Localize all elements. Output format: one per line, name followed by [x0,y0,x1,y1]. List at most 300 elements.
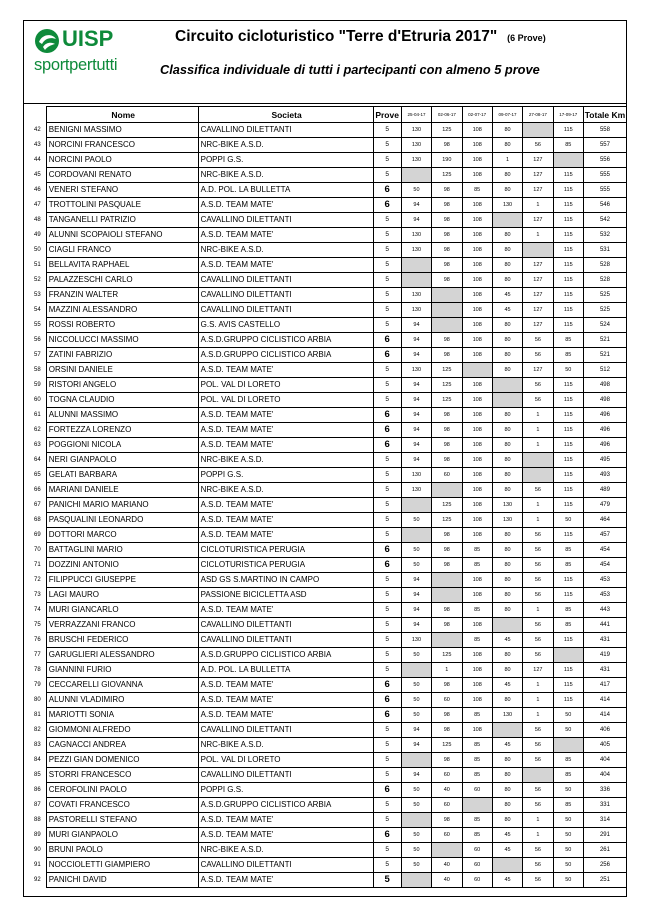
row-team: NRC-BIKE A.S.D. [198,168,373,183]
row-total-km: 525 [583,303,626,318]
row-total-km: 479 [583,498,626,513]
row-race-4-km: 45 [492,288,522,303]
row-total-km: 443 [583,603,626,618]
row-race-5-km: 56 [523,393,553,408]
row-position: 60 [29,393,46,408]
row-team: NRC-BIKE A.S.D. [198,453,373,468]
row-name: NICCOLUCCI MASSIMO [46,333,198,348]
row-race-3-km: 60 [462,843,492,858]
row-race-4-km: 130 [492,498,522,513]
row-race-6-km: 85 [553,753,583,768]
row-prove: 6 [373,408,401,423]
row-race-5-km: 56 [523,543,553,558]
row-race-6-km: 115 [553,633,583,648]
row-team: CAVALLINO DILETTANTI [198,858,373,873]
row-race-2-km: 98 [432,618,462,633]
row-race-6-km: 115 [553,453,583,468]
row-race-6-km: 85 [553,558,583,573]
row-name: NORCINI PAOLO [46,153,198,168]
row-race-3-km: 108 [462,468,492,483]
row-team: A.S.D. TEAM MATE' [198,708,373,723]
row-race-2-km: 98 [432,348,462,363]
row-team: CAVALLINO DILETTANTI [198,273,373,288]
row-race-2-km: 98 [432,423,462,438]
row-prove: 5 [373,873,401,888]
row-prove: 6 [373,198,401,213]
row-race-2-km: 98 [432,813,462,828]
header-race-6: 17-09-17 [553,107,583,123]
header-name: Nome [46,107,198,123]
row-prove: 5 [373,798,401,813]
row-position: 78 [29,663,46,678]
row-prove: 5 [373,858,401,873]
header-race-1: 25-04-17 [401,107,431,123]
row-race-5-km: 56 [523,738,553,753]
row-name: PALAZZESCHI CARLO [46,273,198,288]
row-race-3-km: 108 [462,138,492,153]
row-race-1-km: 130 [401,243,431,258]
row-race-6-km: 115 [553,423,583,438]
row-race-6-km: 85 [553,603,583,618]
table-row [29,828,627,843]
row-name: ORSINI DANIELE [46,363,198,378]
table-row [29,243,627,258]
row-race-6-km: 115 [553,288,583,303]
row-position: 84 [29,753,46,768]
row-team: A.S.D. TEAM MATE' [198,678,373,693]
row-team: ASD GS S.MARTINO IN CAMPO [198,573,373,588]
row-race-1-km: 94 [401,333,431,348]
row-race-3-km: 108 [462,348,492,363]
row-race-2-km: 98 [432,183,462,198]
row-race-3-km: 108 [462,393,492,408]
table-row [29,183,627,198]
row-total-km: 493 [583,468,626,483]
row-name: CEROFOLINI PAOLO [46,783,198,798]
header-pos [29,107,46,123]
row-race-3-km: 108 [462,258,492,273]
row-race-1-km: 130 [401,468,431,483]
row-race-3-km: 108 [462,438,492,453]
row-team: POL. VAL DI LORETO [198,753,373,768]
row-race-4-km: 80 [492,273,522,288]
table-row [29,558,627,573]
row-position: 73 [29,588,46,603]
row-name: FORTEZZA LORENZO [46,423,198,438]
row-race-2-km: 60 [432,798,462,813]
row-position: 57 [29,348,46,363]
row-race-3-km: 85 [462,603,492,618]
row-prove: 5 [373,588,401,603]
row-race-4-km: 80 [492,318,522,333]
table-row [29,753,627,768]
row-race-6-km: 50 [553,828,583,843]
row-race-6-km: 115 [553,273,583,288]
row-position: 56 [29,333,46,348]
row-race-3-km: 108 [462,333,492,348]
row-race-4-km: 80 [492,558,522,573]
row-race-2-km: 98 [432,213,462,228]
row-total-km: 251 [583,873,626,888]
row-race-1-km: 94 [401,408,431,423]
row-total-km: 457 [583,528,626,543]
row-race-2-km: 98 [432,753,462,768]
table-row [29,603,627,618]
row-prove: 5 [373,633,401,648]
row-race-4-km: 80 [492,228,522,243]
row-race-1-km: 94 [401,213,431,228]
row-race-2-km: 125 [432,513,462,528]
row-prove: 6 [373,348,401,363]
row-team: CICLOTURISTICA PERUGIA [198,543,373,558]
row-race-5-km [523,468,553,483]
row-race-3-km: 108 [462,663,492,678]
row-total-km: 414 [583,708,626,723]
row-name: TOGNA CLAUDIO [46,393,198,408]
row-team: A.S.D. TEAM MATE' [198,528,373,543]
row-name: CIAGLI FRANCO [46,243,198,258]
row-race-5-km [523,453,553,468]
row-total-km: 542 [583,213,626,228]
row-position: 44 [29,153,46,168]
row-race-4-km: 45 [492,873,522,888]
row-race-2-km: 1 [432,663,462,678]
row-position: 66 [29,483,46,498]
row-race-1-km: 50 [401,678,431,693]
row-race-2-km: 60 [432,768,462,783]
row-name: MARIANI DANIELE [46,483,198,498]
row-prove: 5 [373,318,401,333]
table-row [29,423,627,438]
row-race-4-km: 80 [492,348,522,363]
row-race-5-km: 1 [523,198,553,213]
row-race-6-km: 115 [553,228,583,243]
row-total-km: 454 [583,543,626,558]
header-race-4: 09-07-17 [492,107,522,123]
row-race-3-km: 108 [462,498,492,513]
row-race-2-km: 60 [432,828,462,843]
row-race-5-km: 127 [523,168,553,183]
row-race-3-km: 108 [462,198,492,213]
row-total-km: 454 [583,558,626,573]
row-race-4-km [492,618,522,633]
row-race-6-km: 50 [553,363,583,378]
row-race-6-km: 115 [553,498,583,513]
row-name: VENERI STEFANO [46,183,198,198]
row-name: ALUNNI SCOPAIOLI STEFANO [46,228,198,243]
row-race-2-km [432,633,462,648]
row-race-6-km: 50 [553,513,583,528]
row-race-5-km: 1 [523,498,553,513]
row-team: CAVALLINO DILETTANTI [198,303,373,318]
row-position: 76 [29,633,46,648]
row-name: RISTORI ANGELO [46,378,198,393]
row-prove: 5 [373,753,401,768]
row-race-4-km [492,213,522,228]
row-prove: 5 [373,363,401,378]
row-prove: 5 [373,813,401,828]
row-position: 64 [29,453,46,468]
row-race-5-km: 1 [523,603,553,618]
row-race-2-km: 98 [432,678,462,693]
row-race-5-km: 56 [523,138,553,153]
row-team: A.S.D. TEAM MATE' [198,513,373,528]
row-name: STORRI FRANCESCO [46,768,198,783]
row-total-km: 441 [583,618,626,633]
table-row [29,618,627,633]
row-race-4-km: 1 [492,153,522,168]
table-row [29,783,627,798]
row-total-km: 419 [583,648,626,663]
table-row [29,483,627,498]
row-prove: 6 [373,693,401,708]
row-position: 91 [29,858,46,873]
table-row [29,573,627,588]
title-text: Circuito cicloturistico "Terre d'Etruria 2017" [175,28,498,45]
row-race-5-km: 1 [523,228,553,243]
row-race-1-km: 50 [401,513,431,528]
row-race-6-km: 115 [553,168,583,183]
row-team: A.D. POL. LA BULLETTA [198,183,373,198]
row-race-4-km: 130 [492,198,522,213]
row-position: 53 [29,288,46,303]
row-total-km: 556 [583,153,626,168]
row-race-2-km: 125 [432,393,462,408]
row-total-km: 558 [583,123,626,138]
row-name: CORDOVANI RENATO [46,168,198,183]
row-race-4-km: 80 [492,243,522,258]
row-race-1-km: 94 [401,768,431,783]
row-race-5-km: 127 [523,363,553,378]
row-race-2-km [432,318,462,333]
row-position: 51 [29,258,46,273]
row-team: A.S.D. TEAM MATE' [198,603,373,618]
row-race-1-km [401,273,431,288]
table-row [29,843,627,858]
row-race-2-km: 98 [432,453,462,468]
row-race-6-km: 115 [553,408,583,423]
row-prove: 6 [373,783,401,798]
row-prove: 5 [373,513,401,528]
row-race-5-km: 1 [523,813,553,828]
row-prove: 5 [373,243,401,258]
row-name: BATTAGLINI MARIO [46,543,198,558]
row-name: GARUGLIERI ALESSANDRO [46,648,198,663]
row-race-1-km: 94 [401,588,431,603]
table-row [29,408,627,423]
row-race-6-km: 115 [553,318,583,333]
row-race-1-km: 130 [401,483,431,498]
row-race-4-km: 80 [492,333,522,348]
table-row [29,318,627,333]
row-race-5-km [523,123,553,138]
row-team: CAVALLINO DILETTANTI [198,618,373,633]
row-total-km: 453 [583,588,626,603]
row-position: 69 [29,528,46,543]
row-position: 86 [29,783,46,798]
row-race-2-km: 98 [432,273,462,288]
row-position: 77 [29,648,46,663]
row-total-km: 406 [583,723,626,738]
row-race-2-km: 125 [432,363,462,378]
row-race-5-km: 1 [523,513,553,528]
row-race-6-km: 115 [553,438,583,453]
row-race-1-km [401,528,431,543]
row-race-1-km: 50 [401,708,431,723]
row-race-3-km: 85 [462,828,492,843]
row-race-4-km: 80 [492,648,522,663]
row-name: DOZZINI ANTONIO [46,558,198,573]
row-race-1-km: 50 [401,798,431,813]
row-race-4-km: 45 [492,828,522,843]
row-race-2-km [432,573,462,588]
row-total-km: 495 [583,453,626,468]
table-row [29,228,627,243]
row-position: 82 [29,723,46,738]
row-name: MARIOTTI SONIA [46,708,198,723]
row-race-2-km: 60 [432,693,462,708]
row-race-1-km [401,258,431,273]
row-name: ZATINI FABRIZIO [46,348,198,363]
row-race-1-km: 130 [401,228,431,243]
row-race-3-km: 108 [462,723,492,738]
table-row [29,333,627,348]
row-team: A.S.D. TEAM MATE' [198,408,373,423]
row-prove: 5 [373,843,401,858]
row-total-km: 532 [583,228,626,243]
row-team: A.S.D. TEAM MATE' [198,693,373,708]
table-row [29,678,627,693]
row-team: CAVALLINO DILETTANTI [198,723,373,738]
row-race-3-km [462,798,492,813]
row-race-1-km: 130 [401,123,431,138]
ranking-rows [29,123,627,888]
table-row [29,453,627,468]
uisp-logo [34,28,154,88]
row-race-5-km: 56 [523,753,553,768]
row-race-6-km: 115 [553,258,583,273]
row-prove: 5 [373,618,401,633]
row-race-1-km: 94 [401,198,431,213]
row-team: NRC-BIKE A.S.D. [198,138,373,153]
row-name: PASQUALINI LEONARDO [46,513,198,528]
row-team: NRC-BIKE A.S.D. [198,843,373,858]
row-team: A.S.D. TEAM MATE' [198,438,373,453]
row-race-3-km: 108 [462,648,492,663]
table-row [29,798,627,813]
row-race-4-km: 80 [492,798,522,813]
row-total-km: 531 [583,243,626,258]
row-race-6-km: 115 [553,678,583,693]
row-race-4-km: 80 [492,603,522,618]
row-race-6-km: 115 [553,663,583,678]
row-total-km: 528 [583,273,626,288]
row-race-1-km [401,813,431,828]
row-race-5-km: 1 [523,408,553,423]
row-race-1-km: 130 [401,138,431,153]
row-position: 61 [29,408,46,423]
row-race-6-km: 50 [553,873,583,888]
row-race-1-km: 50 [401,183,431,198]
row-name: NERI GIANPAOLO [46,453,198,468]
row-race-6-km [553,648,583,663]
row-race-1-km: 94 [401,723,431,738]
row-prove: 5 [373,483,401,498]
header-race-5: 27-08-17 [523,107,553,123]
row-prove: 5 [373,498,401,513]
row-race-1-km: 50 [401,558,431,573]
row-race-5-km: 56 [523,588,553,603]
row-prove: 5 [373,303,401,318]
row-position: 80 [29,693,46,708]
row-name: GIOMMONI ALFREDO [46,723,198,738]
row-prove: 6 [373,183,401,198]
row-position: 42 [29,123,46,138]
row-team: A.S.D. TEAM MATE' [198,228,373,243]
row-race-6-km: 85 [553,798,583,813]
row-prove: 5 [373,228,401,243]
row-total-km: 555 [583,183,626,198]
row-total-km: 331 [583,798,626,813]
row-race-5-km: 127 [523,153,553,168]
row-race-3-km: 108 [462,168,492,183]
row-race-1-km [401,873,431,888]
row-race-2-km: 98 [432,258,462,273]
row-name: MURI GIANCARLO [46,603,198,618]
row-race-4-km: 80 [492,528,522,543]
row-race-4-km: 80 [492,183,522,198]
row-race-4-km: 45 [492,633,522,648]
row-race-3-km: 108 [462,153,492,168]
row-race-3-km: 108 [462,318,492,333]
row-total-km: 314 [583,813,626,828]
row-position: 63 [29,438,46,453]
row-race-3-km: 108 [462,408,492,423]
row-name: BELLAVITA RAPHAEL [46,258,198,273]
row-race-4-km: 80 [492,663,522,678]
row-race-4-km: 80 [492,783,522,798]
row-name: LAGI MAURO [46,588,198,603]
table-row [29,213,627,228]
row-prove: 5 [373,468,401,483]
row-race-1-km: 94 [401,453,431,468]
row-position: 46 [29,183,46,198]
table-row [29,663,627,678]
row-race-4-km: 80 [492,543,522,558]
row-race-6-km: 85 [553,768,583,783]
row-race-1-km: 94 [401,603,431,618]
row-position: 92 [29,873,46,888]
row-race-5-km: 56 [523,873,553,888]
row-total-km: 256 [583,858,626,873]
row-race-4-km: 80 [492,453,522,468]
row-race-6-km: 115 [553,303,583,318]
row-position: 45 [29,168,46,183]
row-race-5-km: 1 [523,693,553,708]
row-total-km: 405 [583,738,626,753]
row-team: POL. VAL DI LORETO [198,378,373,393]
row-total-km: 496 [583,423,626,438]
row-total-km: 431 [583,633,626,648]
row-race-1-km: 94 [401,573,431,588]
row-team: CAVALLINO DILETTANTI [198,123,373,138]
row-total-km: 453 [583,573,626,588]
row-name: CAGNACCI ANDREA [46,738,198,753]
row-race-6-km: 115 [553,573,583,588]
row-name: PEZZI GIAN DOMENICO [46,753,198,768]
row-position: 43 [29,138,46,153]
row-race-2-km: 98 [432,228,462,243]
